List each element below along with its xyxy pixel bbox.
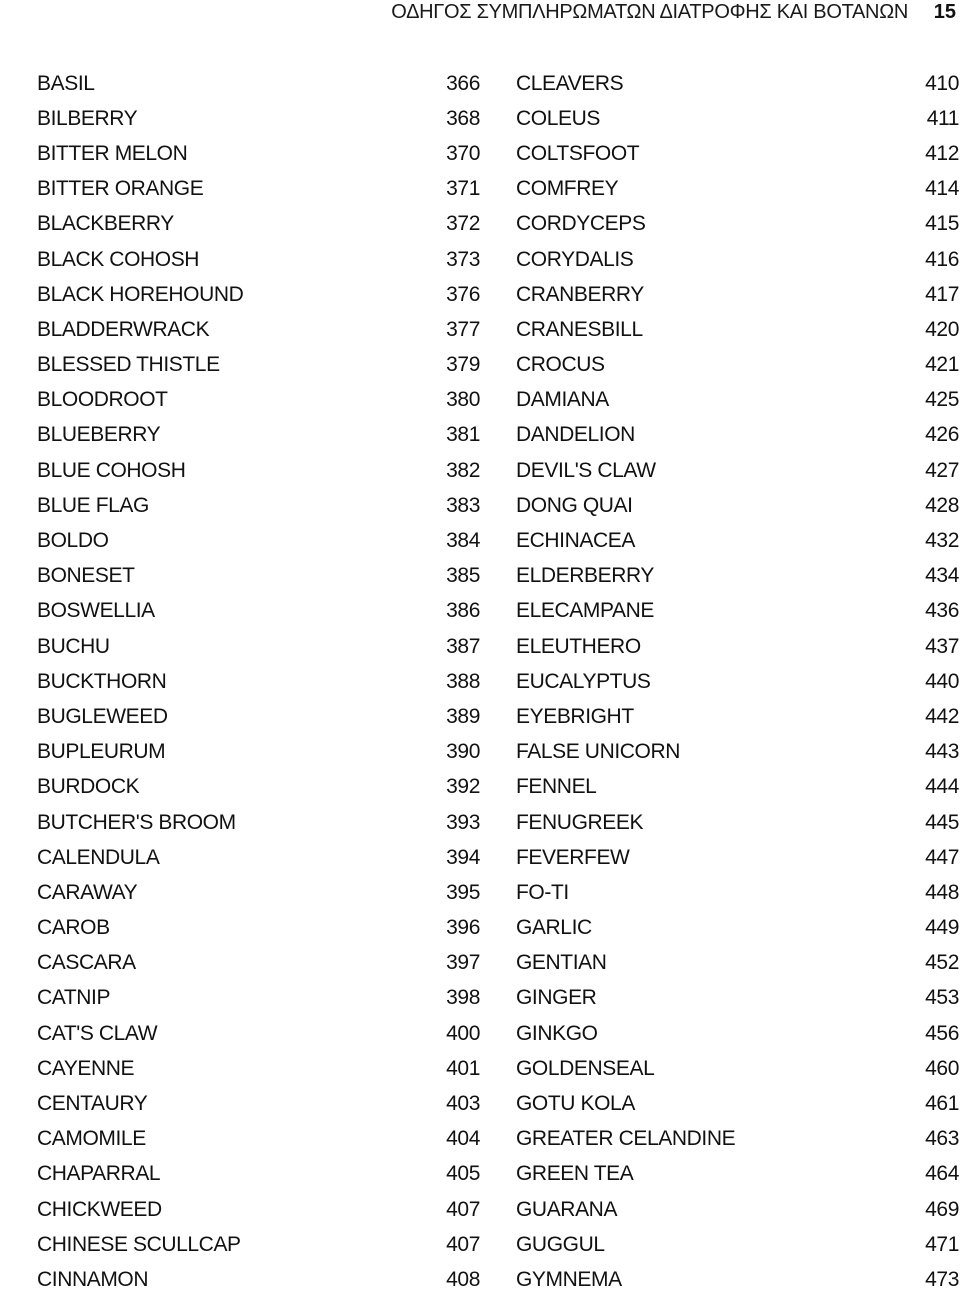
index-entry (37, 207, 480, 242)
herb-name: BLUE COHOSH (37, 458, 186, 482)
page-reference: 379 (446, 353, 480, 377)
herb-name: BUTCHER'S BROOM (37, 810, 236, 834)
herb-name: COLTSFOOT (516, 141, 640, 165)
page-reference: 376 (446, 282, 480, 306)
herb-name: GOLDENSEAL (516, 1056, 655, 1080)
page-reference: 384 (446, 529, 480, 553)
herb-name: BONESET (37, 564, 135, 588)
page-reference: 405 (446, 1162, 480, 1186)
index-entry (516, 207, 959, 242)
herb-name: CHINESE SCULLCAP (37, 1232, 241, 1256)
herb-name: BLOODROOT (37, 388, 168, 412)
herb-name: CAROB (37, 916, 110, 940)
index-entry (37, 875, 480, 910)
page-reference: 408 (446, 1267, 480, 1291)
herb-name: BLADDERWRACK (37, 317, 210, 341)
herb-name: GENTIAN (516, 951, 607, 975)
page-reference: 368 (446, 106, 480, 130)
index-column-right (516, 66, 959, 1298)
page-reference: 377 (446, 317, 480, 341)
herb-name: BLESSED THISTLE (37, 353, 220, 377)
index-entry (37, 172, 480, 207)
index-entry (516, 840, 959, 875)
herb-name: COLEUS (516, 106, 600, 130)
index-entry (37, 312, 480, 347)
page-reference: 400 (446, 1021, 480, 1045)
page-reference: 415 (925, 212, 959, 236)
index-entry (37, 805, 480, 840)
index-entry (37, 770, 480, 805)
page-reference: 448 (925, 880, 959, 904)
page-reference: 428 (925, 493, 959, 517)
page-reference: 445 (925, 810, 959, 834)
index-entry (37, 1262, 480, 1297)
page-reference: 440 (925, 669, 959, 693)
page-reference: 443 (925, 740, 959, 764)
page-reference: 417 (925, 282, 959, 306)
index-entry (516, 136, 959, 171)
page-reference: 388 (446, 669, 480, 693)
herb-name: BOSWELLIA (37, 599, 155, 623)
page-reference: 421 (925, 353, 959, 377)
page-reference: 404 (446, 1127, 480, 1151)
index-entry (516, 699, 959, 734)
herb-name: CATNIP (37, 986, 111, 1010)
page-reference: 407 (446, 1197, 480, 1221)
page-reference: 387 (446, 634, 480, 658)
index-entry (37, 1051, 480, 1086)
herb-name: BASIL (37, 71, 95, 95)
page-reference: 396 (446, 916, 480, 940)
index-entry (516, 101, 959, 136)
index-entry (37, 664, 480, 699)
herb-name: BUCKTHORN (37, 669, 167, 693)
herb-name: FENUGREEK (516, 810, 644, 834)
herb-name: BLUEBERRY (37, 423, 161, 447)
page-reference: 456 (925, 1021, 959, 1045)
index-entry (516, 383, 959, 418)
page-reference: 460 (925, 1056, 959, 1080)
page-reference: 394 (446, 845, 480, 869)
herb-name: EYEBRIGHT (516, 704, 634, 728)
herb-name: GOTU KOLA (516, 1092, 635, 1116)
page-reference: 416 (925, 247, 959, 271)
page-reference: 393 (446, 810, 480, 834)
herb-name: GINKGO (516, 1021, 598, 1045)
index-entry (516, 1227, 959, 1262)
index-entry (37, 488, 480, 523)
index-entry (516, 488, 959, 523)
page-reference: 373 (446, 247, 480, 271)
herb-name: GREATER CELANDINE (516, 1127, 736, 1151)
index-entry (516, 172, 959, 207)
page-reference: 410 (925, 71, 959, 95)
page-reference: 395 (446, 880, 480, 904)
index-entry (516, 66, 959, 101)
page-reference: 386 (446, 599, 480, 623)
herb-name: BLACK HOREHOUND (37, 282, 244, 306)
index-entry (37, 453, 480, 488)
index-entry (516, 1016, 959, 1051)
page-reference: 453 (925, 986, 959, 1010)
index-entry (37, 1122, 480, 1157)
herb-name: CRANBERRY (516, 282, 644, 306)
page-reference: 371 (446, 177, 480, 201)
page-reference: 411 (926, 106, 959, 130)
herb-name: CASCARA (37, 951, 136, 975)
page-reference: 444 (925, 775, 959, 799)
page-reference: 370 (446, 141, 480, 165)
index-entry (516, 559, 959, 594)
index-entry (516, 981, 959, 1016)
page-header (0, 0, 960, 30)
running-title: ΟΔΗΓΟΣ ΣΥΜΠΛΗΡΩΜΑΤΩΝ ΔΙΑΤΡΟΦΗΣ ΚΑΙ ΒΟΤΑΝΩΝ (391, 1, 908, 23)
herb-name: CROCUS (516, 353, 605, 377)
herb-name: CAMOMILE (37, 1127, 146, 1151)
index-entry (37, 1192, 480, 1227)
page-reference: 414 (925, 177, 959, 201)
page-reference: 442 (925, 704, 959, 728)
index-entry (516, 1157, 959, 1192)
page-reference: 452 (925, 951, 959, 975)
page-reference: 461 (925, 1092, 959, 1116)
index-entry (516, 1262, 959, 1297)
index-entry (37, 594, 480, 629)
page-reference: 381 (446, 423, 480, 447)
herb-name: FALSE UNICORN (516, 740, 680, 764)
index-entry (516, 348, 959, 383)
page-reference: 436 (925, 599, 959, 623)
herb-name: DANDELION (516, 423, 635, 447)
index-entry (37, 418, 480, 453)
index-entry (516, 1122, 959, 1157)
herb-name: DEVIL'S CLAW (516, 458, 656, 482)
index-entry (516, 875, 959, 910)
index-entry (516, 453, 959, 488)
herb-name: CAYENNE (37, 1056, 135, 1080)
index-entry (37, 277, 480, 312)
herb-name: GUARANA (516, 1197, 618, 1221)
page-reference: 380 (446, 388, 480, 412)
herb-name: GYMNEMA (516, 1267, 622, 1291)
herb-name: ELDERBERRY (516, 564, 654, 588)
page-reference: 427 (925, 458, 959, 482)
page-reference: 437 (925, 634, 959, 658)
herb-name: ECHINACEA (516, 529, 635, 553)
index-entry (37, 1227, 480, 1262)
page-reference: 366 (446, 71, 480, 95)
page-reference: 398 (446, 986, 480, 1010)
herb-name: COMFREY (516, 177, 619, 201)
herb-name: BOLDO (37, 529, 109, 553)
page-reference: 463 (925, 1127, 959, 1151)
index-entry (37, 1157, 480, 1192)
page-reference: 397 (446, 951, 480, 975)
index-entry (37, 383, 480, 418)
index-column-left (37, 66, 480, 1298)
page-reference: 385 (446, 564, 480, 588)
herb-name: ELEUTHERO (516, 634, 641, 658)
herb-name: DAMIANA (516, 388, 609, 412)
page-reference: 425 (925, 388, 959, 412)
page-reference: 420 (925, 317, 959, 341)
herb-name: CARAWAY (37, 880, 138, 904)
herb-name: CHICKWEED (37, 1197, 162, 1221)
page-reference: 426 (925, 423, 959, 447)
index-entry (516, 1086, 959, 1121)
herb-name: EUCALYPTUS (516, 669, 651, 693)
herb-name: ELECAMPANE (516, 599, 654, 623)
herb-name: BLUE FLAG (37, 493, 149, 517)
index-entry (37, 911, 480, 946)
page-reference: 434 (925, 564, 959, 588)
herb-name: CORDYCEPS (516, 212, 646, 236)
page-reference: 469 (925, 1197, 959, 1221)
index-entry (37, 136, 480, 171)
index-entry (516, 242, 959, 277)
index-entry (37, 699, 480, 734)
page-reference: 412 (925, 141, 959, 165)
index-entry (37, 348, 480, 383)
herb-name: DONG QUAI (516, 493, 633, 517)
page-reference: 392 (446, 775, 480, 799)
herb-name: BILBERRY (37, 106, 138, 130)
herb-name: BURDOCK (37, 775, 140, 799)
index-entry (516, 664, 959, 699)
herb-name: FENNEL (516, 775, 597, 799)
page-reference: 390 (446, 740, 480, 764)
index-entry (37, 1086, 480, 1121)
index-entry (516, 946, 959, 981)
herb-name: BLACK COHOSH (37, 247, 200, 271)
herb-name: CAT'S CLAW (37, 1021, 158, 1045)
index-entry (37, 981, 480, 1016)
herb-name: FO-TI (516, 880, 569, 904)
index-entry (516, 277, 959, 312)
index-entry (37, 840, 480, 875)
herb-name: BUCHU (37, 634, 110, 658)
page-reference: 389 (446, 704, 480, 728)
index-entry (516, 629, 959, 664)
index-entry (37, 629, 480, 664)
herb-name: GREEN TEA (516, 1162, 634, 1186)
index-entry (37, 559, 480, 594)
herb-name: CENTAURY (37, 1092, 148, 1116)
herb-name: CHAPARRAL (37, 1162, 161, 1186)
page-reference: 403 (446, 1092, 480, 1116)
page-reference: 473 (925, 1267, 959, 1291)
herb-name: CORYDALIS (516, 247, 634, 271)
herb-name: CLEAVERS (516, 71, 624, 95)
page-reference: 382 (446, 458, 480, 482)
index-entry (516, 312, 959, 347)
index-entry (516, 735, 959, 770)
index-entry (516, 1192, 959, 1227)
index-entry (37, 101, 480, 136)
herb-name: CINNAMON (37, 1267, 149, 1291)
herb-name: BITTER MELON (37, 141, 188, 165)
page-reference: 383 (446, 493, 480, 517)
index-entry (516, 523, 959, 558)
index-entry (516, 1051, 959, 1086)
page-number: 15 (933, 1, 956, 23)
index-entry (516, 805, 959, 840)
index-entry (37, 946, 480, 981)
index-entry (37, 1016, 480, 1051)
index-entry (516, 911, 959, 946)
herb-name: CALENDULA (37, 845, 160, 869)
page-reference: 447 (925, 845, 959, 869)
herb-name: BUGLEWEED (37, 704, 168, 728)
page-reference: 407 (446, 1232, 480, 1256)
index-entry (516, 770, 959, 805)
herb-name: BITTER ORANGE (37, 177, 204, 201)
page-reference: 471 (925, 1232, 959, 1256)
index-entry (37, 523, 480, 558)
herb-name: CRANESBILL (516, 317, 643, 341)
herb-name: BLACKBERRY (37, 212, 174, 236)
index-entry (37, 66, 480, 101)
index-entry (516, 418, 959, 453)
index-entry (516, 594, 959, 629)
herb-name: BUPLEURUM (37, 740, 166, 764)
page-reference: 372 (446, 212, 480, 236)
page-reference: 464 (925, 1162, 959, 1186)
herb-name: GUGGUL (516, 1232, 605, 1256)
herb-name: GARLIC (516, 916, 592, 940)
herb-name: GINGER (516, 986, 597, 1010)
page-reference: 449 (925, 916, 959, 940)
index-entry (37, 242, 480, 277)
index-entry (37, 735, 480, 770)
page-reference: 432 (925, 529, 959, 553)
page-reference: 401 (446, 1056, 480, 1080)
herb-name: FEVERFEW (516, 845, 630, 869)
